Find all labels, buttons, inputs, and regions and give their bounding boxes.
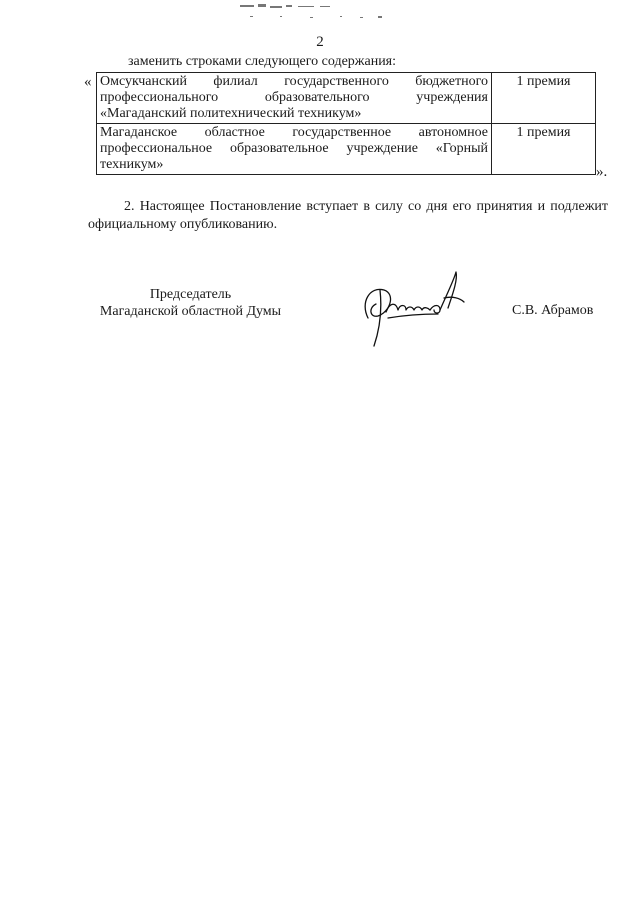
signatory-name: С.В. Абрамов bbox=[512, 303, 594, 318]
intro-text: заменить строками следующего содержания: bbox=[128, 54, 397, 69]
scan-artifact bbox=[240, 2, 390, 20]
paragraph-effective-date: 2. Настоящее Постановление вступает в силу со дня его принятия и подлежит официальному опубликованию. bbox=[88, 199, 608, 232]
organization-cell: Омсукчанский филиал государственного бюджетного профессионального образовательного учреждения «Магаданский политехнический техникум» bbox=[97, 73, 492, 124]
handwritten-signature bbox=[360, 268, 470, 350]
table-row bbox=[97, 73, 596, 124]
awards-table bbox=[96, 72, 596, 175]
signatory-title-line2: Магаданской областной Думы bbox=[99, 304, 282, 319]
table-row bbox=[97, 124, 596, 175]
signatory-title bbox=[88, 286, 293, 320]
opening-quote: « bbox=[84, 74, 92, 90]
award-cell: 1 премия bbox=[492, 124, 596, 175]
page-number: 2 bbox=[316, 34, 324, 50]
award-cell: 1 премия bbox=[492, 73, 596, 124]
signatory-title-line1: Председатель bbox=[149, 287, 232, 302]
closing-quote: ». bbox=[596, 164, 608, 180]
organization-cell: Магаданское областное государственное автономное профессиональное образовательное учреждение «Горный техникум» bbox=[97, 124, 492, 175]
